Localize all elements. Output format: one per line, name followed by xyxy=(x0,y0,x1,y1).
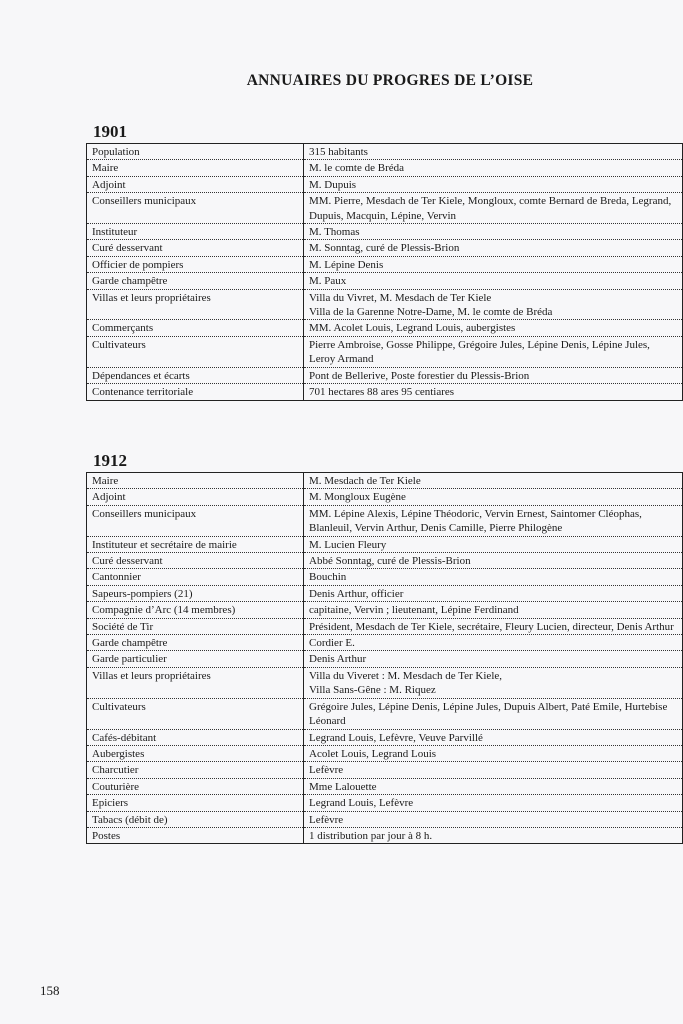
row-label: Aubergistes xyxy=(87,745,304,761)
table-row xyxy=(87,811,683,827)
row-label: Cafés-débitant xyxy=(87,729,304,745)
row-value: M. Dupuis xyxy=(304,176,683,192)
row-value: Acolet Louis, Legrand Louis xyxy=(304,745,683,761)
row-label: Société de Tir xyxy=(87,618,304,634)
table-row xyxy=(87,240,683,256)
row-value: Grégoire Jules, Lépine Denis, Lépine Jules, Dupuis Albert, Paté Emile, Hurtebise Léonard xyxy=(304,698,683,729)
table-row xyxy=(87,729,683,745)
row-label: Maire xyxy=(87,473,304,489)
row-label: Curé desservant xyxy=(87,553,304,569)
table-row xyxy=(87,193,683,224)
row-label: Garde champêtre xyxy=(87,273,304,289)
row-label: Population xyxy=(87,144,304,160)
table-row xyxy=(87,762,683,778)
row-label: Maire xyxy=(87,160,304,176)
table-row xyxy=(87,160,683,176)
row-label: Charcutier xyxy=(87,762,304,778)
table-row xyxy=(87,256,683,272)
row-value: 701 hectares 88 ares 95 centiares xyxy=(304,384,683,400)
row-value: Pierre Ambroise, Gosse Philippe, Grégoire Jules, Lépine Denis, Lépine Jules, Leroy Armand xyxy=(304,336,683,367)
table-row xyxy=(87,505,683,536)
row-label: Cantonnier xyxy=(87,569,304,585)
row-label: Tabacs (débit de) xyxy=(87,811,304,827)
row-label: Contenance territoriale xyxy=(87,384,304,400)
row-value: Villa du Vivret, M. Mesdach de Ter Kiele Villa de la Garenne Notre-Dame, M. le comte de Bréda xyxy=(304,289,683,320)
table-row xyxy=(87,827,683,843)
table-1912 xyxy=(86,472,683,844)
row-label: Conseillers municipaux xyxy=(87,193,304,224)
table-row xyxy=(87,635,683,651)
row-label: Epiciers xyxy=(87,795,304,811)
row-value: Bouchin xyxy=(304,569,683,585)
table-row xyxy=(87,336,683,367)
row-label: Cultivateurs xyxy=(87,336,304,367)
row-value: Villa du Viveret : M. Mesdach de Ter Kiele, Villa Sans-Gêne : M. Riquez xyxy=(304,667,683,698)
table-row xyxy=(87,367,683,383)
table-row xyxy=(87,667,683,698)
row-value: Lefèvre xyxy=(304,762,683,778)
row-label: Couturière xyxy=(87,778,304,794)
table-row xyxy=(87,489,683,505)
table-row xyxy=(87,553,683,569)
row-value: M. Mongloux Eugène xyxy=(304,489,683,505)
row-value: Président, Mesdach de Ter Kiele, secrétaire, Fleury Lucien, directeur, Denis Arthur xyxy=(304,618,683,634)
row-label: Garde particulier xyxy=(87,651,304,667)
row-value: Denis Arthur xyxy=(304,651,683,667)
row-label: Compagnie d’Arc (14 membres) xyxy=(87,602,304,618)
table-row xyxy=(87,224,683,240)
row-value: Cordier E. xyxy=(304,635,683,651)
page-title: ANNUAIRES DU PROGRES DE L’OISE xyxy=(246,72,534,89)
table-row xyxy=(87,698,683,729)
row-value: Abbé Sonntag, curé de Plessis-Brion xyxy=(304,553,683,569)
row-label: Conseillers municipaux xyxy=(87,505,304,536)
row-value: MM. Lépine Alexis, Lépine Théodoric, Vervin Ernest, Saintomer Cléophas, Blanleuil, Vervin Arthur, Denis Camille, Pierre Philogène xyxy=(304,505,683,536)
row-value: Legrand Louis, Lefèvre xyxy=(304,795,683,811)
row-value: 1 distribution par jour à 8 h. xyxy=(304,827,683,843)
row-value: MM. Acolet Louis, Legrand Louis, aubergistes xyxy=(304,320,683,336)
row-label: Postes xyxy=(87,827,304,843)
row-value: M. Sonntag, curé de Plessis-Brion xyxy=(304,240,683,256)
row-value: 315 habitants xyxy=(304,144,683,160)
row-label: Dépendances et écarts xyxy=(87,367,304,383)
row-label: Officier de pompiers xyxy=(87,256,304,272)
table-row xyxy=(87,144,683,160)
table-row xyxy=(87,289,683,320)
row-label: Villas et leurs propriétaires xyxy=(87,289,304,320)
row-value: M. Lucien Fleury xyxy=(304,536,683,552)
row-value: M. Paux xyxy=(304,273,683,289)
row-value: Mme Lalouette xyxy=(304,778,683,794)
row-value: Legrand Louis, Lefèvre, Veuve Parvillé xyxy=(304,729,683,745)
row-label: Villas et leurs propriétaires xyxy=(87,667,304,698)
row-value: M. Mesdach de Ter Kiele xyxy=(304,473,683,489)
table-row xyxy=(87,585,683,601)
table-row xyxy=(87,536,683,552)
table-1901 xyxy=(86,143,683,401)
table-row xyxy=(87,618,683,634)
row-label: Adjoint xyxy=(87,489,304,505)
table-row xyxy=(87,320,683,336)
table-row xyxy=(87,473,683,489)
row-value: M. le comte de Bréda xyxy=(304,160,683,176)
row-value: Lefèvre xyxy=(304,811,683,827)
row-label: Sapeurs-pompiers (21) xyxy=(87,585,304,601)
table-row xyxy=(87,176,683,192)
row-label: Instituteur xyxy=(87,224,304,240)
year-heading-1901: 1901 xyxy=(93,122,127,141)
row-label: Curé desservant xyxy=(87,240,304,256)
table-row xyxy=(87,273,683,289)
table-row xyxy=(87,569,683,585)
year-heading-1912: 1912 xyxy=(93,451,127,470)
table-row xyxy=(87,745,683,761)
row-value: capitaine, Vervin ; lieutenant, Lépine Ferdinand xyxy=(304,602,683,618)
row-value: MM. Pierre, Mesdach de Ter Kiele, Mongloux, comte Bernard de Breda, Legrand, Dupuis, Macquin, Lépine, Vervin xyxy=(304,193,683,224)
row-value: Pont de Bellerive, Poste forestier du Plessis-Brion xyxy=(304,367,683,383)
table-row xyxy=(87,778,683,794)
table-row xyxy=(87,651,683,667)
table-row xyxy=(87,795,683,811)
row-label: Garde champêtre xyxy=(87,635,304,651)
page-number: 158 xyxy=(40,983,60,998)
row-value: Denis Arthur, officier xyxy=(304,585,683,601)
row-value: M. Lépine Denis xyxy=(304,256,683,272)
row-label: Adjoint xyxy=(87,176,304,192)
table-row xyxy=(87,602,683,618)
row-label: Commerçants xyxy=(87,320,304,336)
row-label: Instituteur et secrétaire de mairie xyxy=(87,536,304,552)
row-label: Cultivateurs xyxy=(87,698,304,729)
row-value: M. Thomas xyxy=(304,224,683,240)
table-row xyxy=(87,384,683,400)
